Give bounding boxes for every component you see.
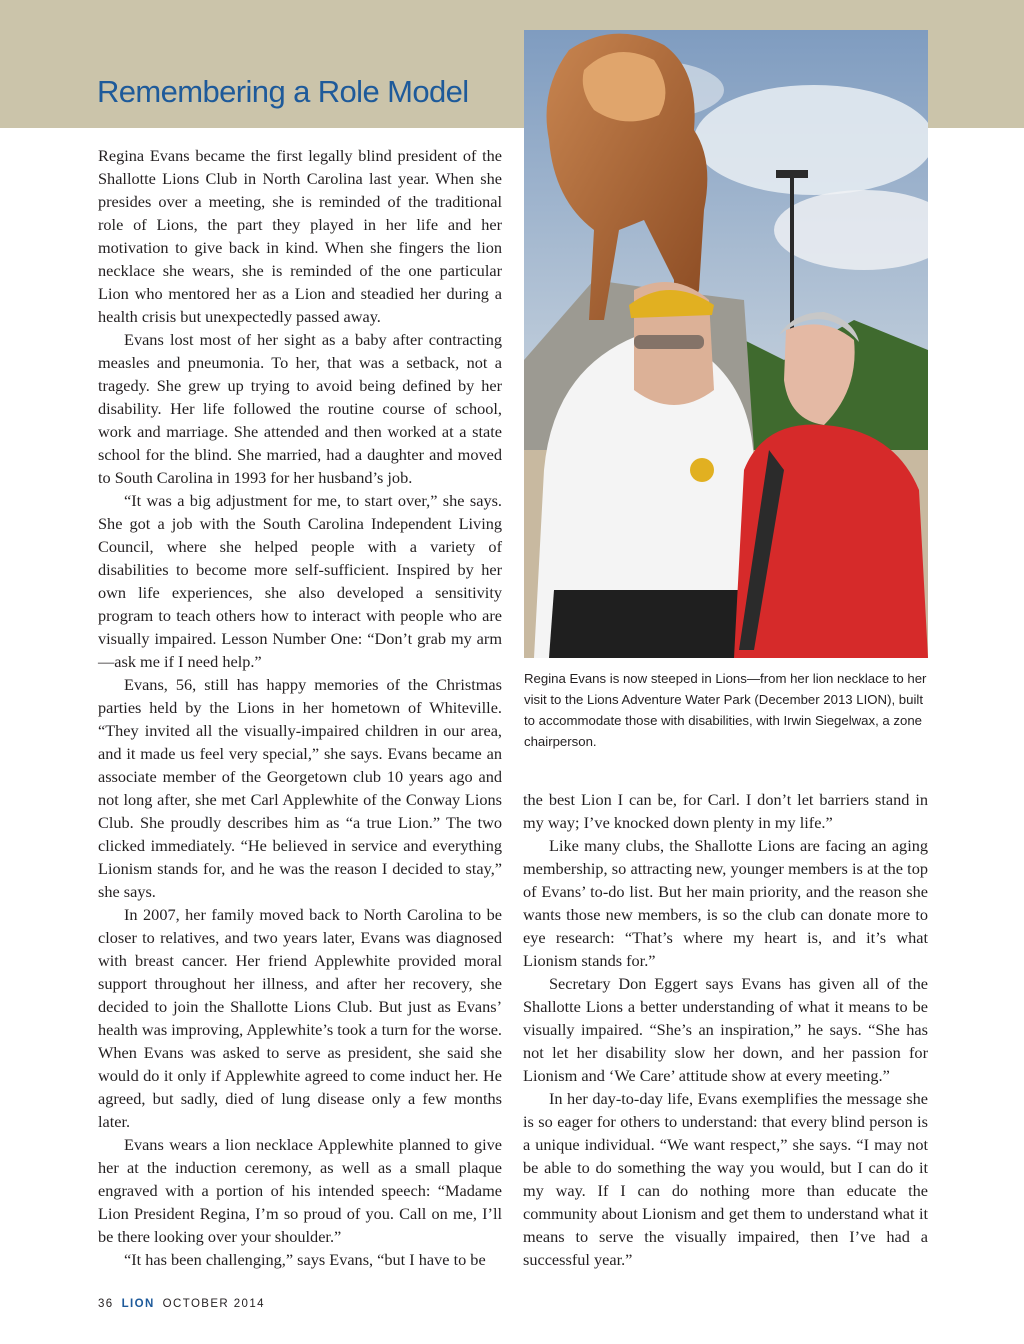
article-right-column	[523, 788, 928, 1271]
paragraph: “It has been challenging,” says Evans, “but I have to be	[124, 1250, 486, 1269]
article-left-column	[98, 144, 502, 1271]
paragraph: “It was a big adjustment for me, to start over,” she says. She got a job with the South Carolina Independent Living Council, where she helped people with a variety of disabilities to become more self-sufficient. Inspired by her own life experiences, she also developed a sensitivity program to teach others how to interact with people who are visually impaired. Lesson Number One: “Don’t grab my arm—ask me if I need help.”	[98, 491, 502, 671]
issue-date: OCTOBER 2014	[162, 1298, 265, 1310]
paragraph: Evans, 56, still has happy memories of the Christmas parties held by the Lions in her hometown of Whiteville. “They invited all the visually-impaired children in our area, and it made us feel very special,” she says. Evans became an associate member of the Georgetown club 10 years ago and not long after, she met Carl Applewhite of the Conway Lions Club. She proudly describes him as “a true Lion.” The two clicked immediately. “He believed in service and everything Lionism stands for, and he was the reason I decided to stay,” she says.	[98, 675, 502, 901]
page-title: Remembering a Role Model	[97, 74, 469, 109]
paragraph: Like many clubs, the Shallotte Lions are facing an aging membership, so attracting new, younger members is at the top of Evans’ to-do list. But her main priority, and the reason she wants those new members, is so the club can donate more to eye research: “That’s where my heart is, and it’s what Lionism stands for.”	[523, 836, 928, 970]
page-number: 36	[98, 1298, 114, 1310]
page-footer	[98, 1298, 265, 1310]
paragraph: Secretary Don Eggert says Evans has given all of the Shallotte Lions a better understanding of what it means to be visually impaired. “She’s an inspiration,” he says. “She has not let her disability slow her down, and her passion for Lionism and ‘We Care’ attitude show at every meeting.”	[523, 974, 928, 1085]
paragraph: In her day-to-day life, Evans exemplifies the message she is so eager for others to understand: that every blind person is a unique individual. “We want respect,” she says. “I may not be able to do something the way you would, but I can do it my way. If I can do nothing more than educate the community about Lionism and get them to understand what it means to serve the visually impaired, then I’ve had a successful year.”	[523, 1089, 928, 1269]
paragraph: In 2007, her family moved back to North Carolina to be closer to relatives, and two years later, Evans was diagnosed with breast cancer. Her friend Applewhite provided moral support throughout her illness, and after her recovery, she decided to join the Shallotte Lions Club. But just as Evans’ health was improving, Applewhite’s took a turn for the worse. When Evans was asked to serve as president, she said she would do it only if Applewhite agreed to come induct her. He agreed, but sadly, died of lung disease only a few months later.	[98, 905, 502, 1131]
article-photo	[524, 30, 928, 658]
photo-illustration	[524, 30, 928, 658]
publication-name: LION	[121, 1298, 155, 1310]
paragraph: the best Lion I can be, for Carl. I don’t let barriers stand in my way; I’ve knocked down plenty in my life.”	[523, 790, 928, 832]
paragraph: Regina Evans became the first legally blind president of the Shallotte Lions Club in North Carolina last year. When she presides over a meeting, she is reminded of the traditional role of Lions, the part they played in her life and her motivation to give back in kind. When she fingers the lion necklace she wears, she is reminded of the one particular Lion who mentored her as a Lion and steadied her during a health crisis but unexpectedly passed away.	[98, 146, 502, 326]
paragraph: Evans wears a lion necklace Applewhite planned to give her at the induction ceremony, as well as a small plaque engraved with a portion of his intended speech: “Madame Lion President Regina, I’m so proud of you. Call on me, I’ll be there looking over your shoulder.”	[98, 1135, 502, 1246]
paragraph: Evans lost most of her sight as a baby after contracting measles and pneumonia. To her, that was a setback, not a tragedy. She grew up trying to avoid being defined by her disability. Her life followed the routine course of school, work and marriage. She attended and then worked at a state school for the blind. She married, had a daughter and moved to South Carolina in 1993 for her husband’s job.	[98, 330, 502, 487]
photo-caption: Regina Evans is now steeped in Lions—from her lion necklace to her visit to the Lions Adventure Water Park (December 2013 LION), built to accommodate those with disabilities, with Irwin Siegelwax, a zone chairperson.	[524, 671, 927, 749]
